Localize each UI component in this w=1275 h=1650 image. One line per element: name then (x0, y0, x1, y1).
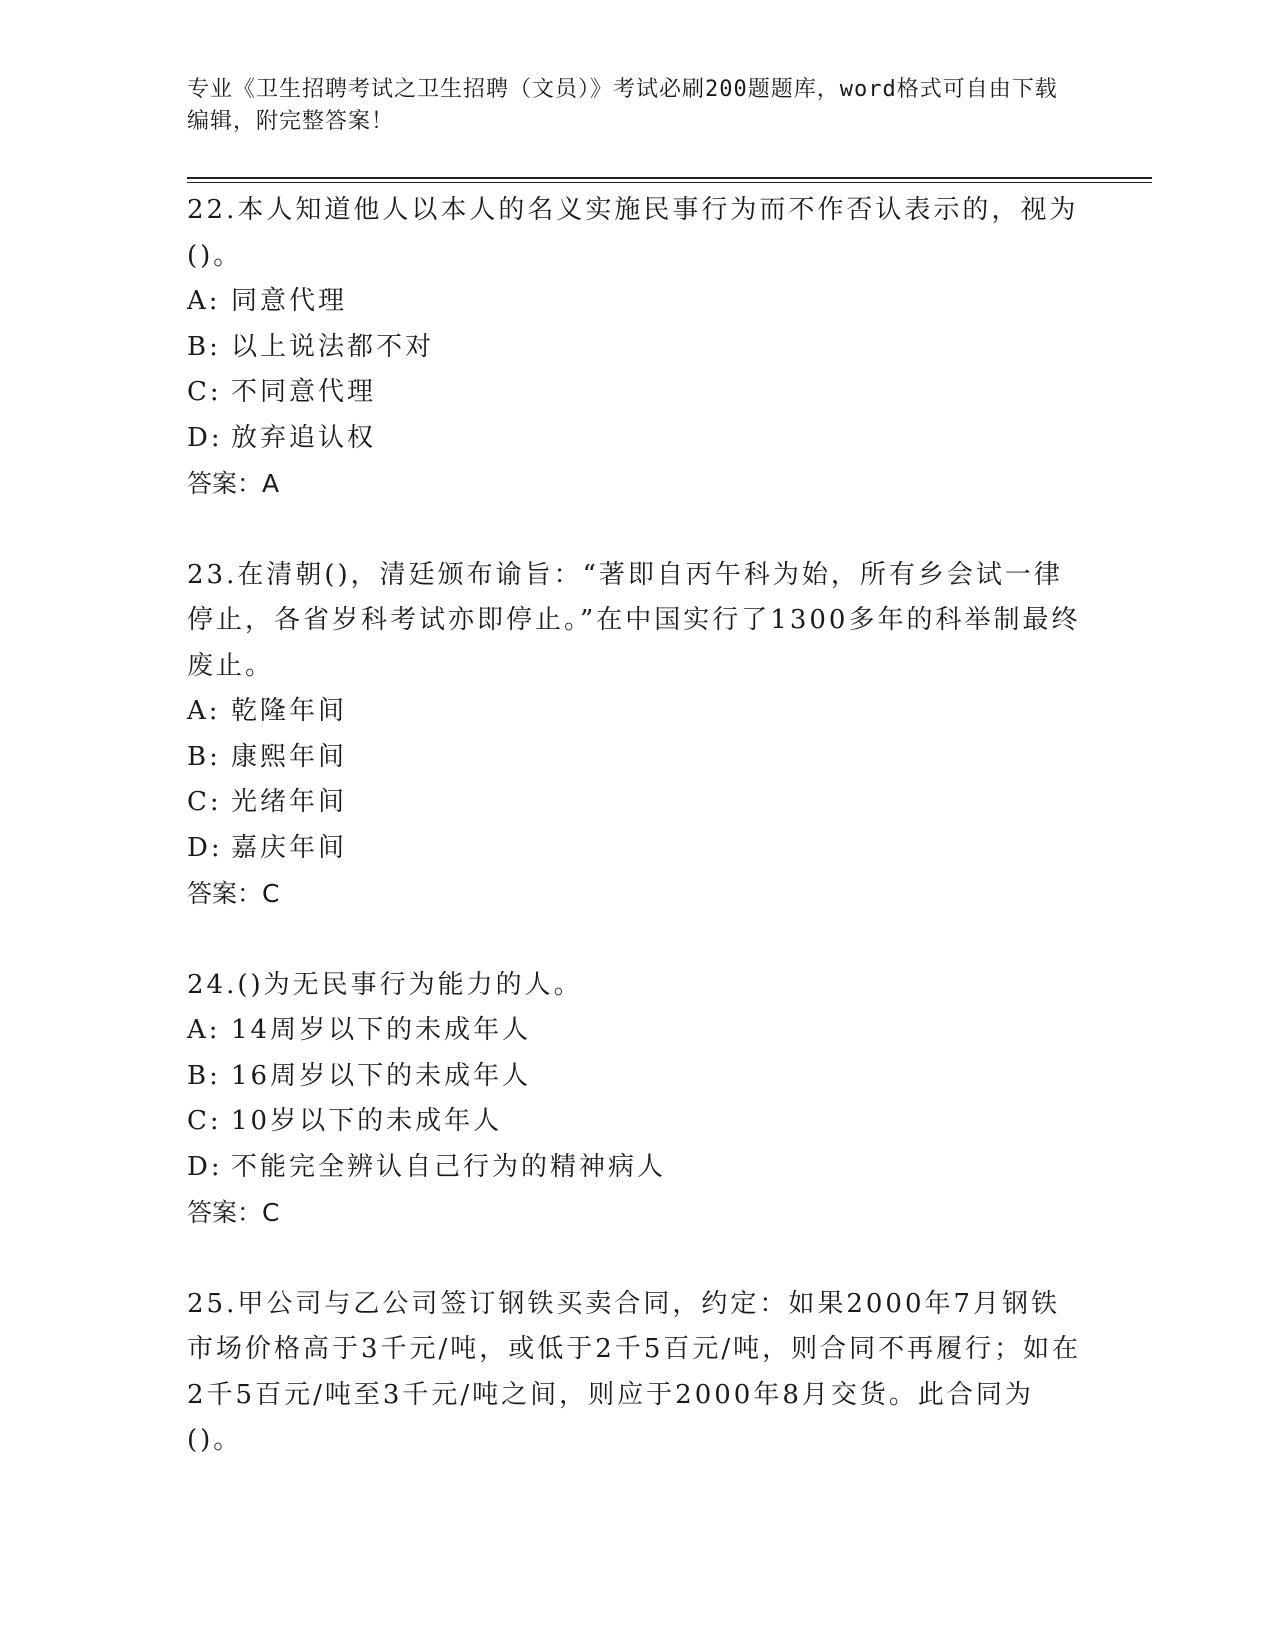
option-text: 嘉庆年间 (231, 832, 348, 863)
option-text: 10岁以下的未成年人 (231, 1106, 503, 1136)
option-text: 以上说法都不对 (231, 331, 435, 362)
option-text: 不同意代理 (231, 377, 377, 407)
option-c (187, 1099, 1087, 1145)
question-stem: 25.甲公司与乙公司签订钢铁买卖合同，约定：如果2000年7月钢铁市场价格高于3千元/吨，或低于2千5百元/吨，则合同不再履行；如在2千5百元/吨至3千元/吨之间，则应于2000年8月交货。此合同为()。 (187, 1288, 1082, 1455)
header-divider-thin (187, 182, 1152, 183)
option-d (187, 826, 1087, 872)
option-key: D: (187, 422, 223, 453)
question-spacer (187, 1236, 1087, 1282)
option-key: B: (187, 741, 221, 772)
header-divider-thick (187, 177, 1152, 179)
option-key: D: (187, 832, 223, 863)
option-text: 康熙年间 (231, 741, 348, 772)
option-key: C: (187, 1106, 222, 1136)
question-23 (187, 553, 1087, 917)
option-text: 16周岁以下的未成年人 (231, 1060, 532, 1091)
option-b (187, 1054, 1087, 1100)
option-key: A: (187, 696, 221, 726)
option-d (187, 416, 1087, 462)
question-stem: 24.()为无民事行为能力的人。 (187, 969, 583, 1000)
option-key: D: (187, 1151, 223, 1182)
option-text: 光绪年间 (231, 787, 348, 817)
option-text: 同意代理 (231, 286, 348, 316)
option-text: 放弃追认权 (231, 422, 377, 453)
option-a (187, 279, 1087, 325)
option-key: B: (187, 331, 221, 362)
option-c (187, 780, 1087, 826)
option-text: 乾隆年间 (231, 696, 348, 726)
question-spacer (187, 507, 1087, 553)
answer-line: 答案：C (187, 879, 280, 908)
answer-line: 答案：A (187, 469, 280, 498)
option-a (187, 689, 1087, 735)
option-b (187, 325, 1087, 371)
option-key: A: (187, 1015, 221, 1045)
option-text: 14周岁以下的未成年人 (231, 1015, 532, 1045)
option-key: B: (187, 1060, 221, 1091)
document-header-note: 专业《卫生招聘考试之卫生招聘（文员）》考试必刷200题题库，word格式可自由下载编辑，附完整答案！ (187, 77, 1058, 134)
question-25 (187, 1282, 1087, 1464)
option-key: C: (187, 787, 222, 817)
question-stem: 22.本人知道他人以本人的名义实施民事行为而不作否认表示的，视为()。 (187, 195, 1079, 271)
option-c (187, 370, 1087, 416)
question-list (187, 188, 1087, 1464)
question-spacer (187, 917, 1087, 963)
answer-line: 答案：C (187, 1198, 280, 1227)
option-d (187, 1145, 1087, 1191)
question-22 (187, 188, 1087, 507)
option-a (187, 1008, 1087, 1054)
option-b (187, 735, 1087, 781)
question-24 (187, 963, 1087, 1236)
option-key: C: (187, 377, 222, 407)
option-key: A: (187, 286, 221, 316)
option-text: 不能完全辨认自己行为的精神病人 (231, 1151, 667, 1182)
question-stem: 23.在清朝()，清廷颁布谕旨：“著即自丙午科为始，所有乡会试一律停止，各省岁科考试亦即停止。”在中国实行了1300多年的科举制最终废止。 (187, 559, 1081, 681)
